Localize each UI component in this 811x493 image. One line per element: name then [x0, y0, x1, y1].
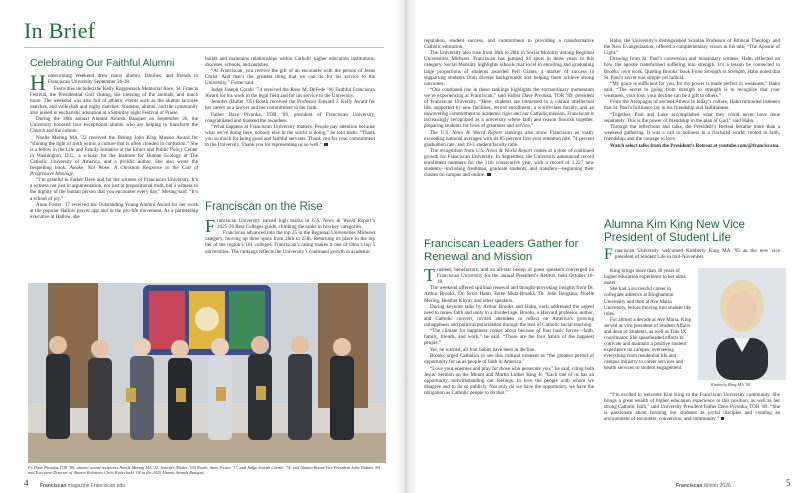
rise-paragraph: Franciscan advanced into the top 25 in the Regional Universities Midwest category, moving up three spots from 28th to 25th. Returning its place in the top tier of the region’s 161 colleges, Franciscan’s rating makes it one of Ohio’s top 5 universities. The rankings reflects the University’s continued growth in academic: [205, 230, 375, 255]
alumni-col-1: [30, 58, 198, 278]
renewal-paragraph: “My grace is sufficient for you, for my power is made perfect in weakness,” Hahn said. “The secret to going from strength to strength is to recognize that your weakness, your loss, your decline can be a gift to others.”: [604, 80, 780, 100]
renewal-paragraph: Hahn, the University’s distinguished Scanlan Professor of Biblical Theology and the New Evangelization, offered a complementary vision in his talk, “The Apostle of Light.”: [604, 38, 780, 57]
group-photo-illustration: [28, 283, 386, 463]
alumni-paragraph: Judge Joseph Corabi ’74 received the Rose M. DeFede ’66 Faithful Franciscan Award for his work in the legal field and for his service to the University.: [205, 86, 375, 99]
alumni-paragraph: Homecoming Weekend drew many alumni, families, and friends to Franciscan University September 26-28.: [30, 70, 198, 96]
group-photo: [28, 283, 386, 463]
page-number-right: 5: [786, 478, 791, 488]
left-page: [0, 0, 405, 493]
alumni-paragraph: builds and maintains relationships within Catholic higher education institutions, dioceses, schools, and parishes.: [205, 56, 375, 69]
alumni-paragraph: Jennifer (Butler ’05) Routh received the Professor Edward J. Kelly Award for her career as a lawyer and her commitment to her faith.: [205, 99, 375, 112]
photo-caption: Fr. Dave Pivonka,TOR ’89; alumni award recipients Noelle Mering MA ’22, Jennifer (Butler ’05) Routh, Anne Foster ’17, and Judge Joseph Corabi ’74; and Alumni Board Vice President John Dubois ’84 and Executive Director of Alumni Relations Chris Kmiecinski ’04 at the 2025 Alumni Awards Banquet.: [28, 465, 380, 476]
king-headline: Alumna Kim King New Vice President of Student Life: [604, 218, 745, 245]
renewal-paragraph: Yet, he warned, all four habits have been in decline.: [430, 346, 536, 353]
dropcap: T: [424, 265, 435, 285]
alumni-paragraph: “At Franciscan, you receive the gift of an encounter with the person of Jesus Christ. And that’s the greatest thing that we can do for his service to the University,” Foster said.: [205, 68, 375, 87]
alumni-paragraph: “I’m grateful to Father Dave and for the witness of Franciscan University. It’s a witness not just in argumentation, not just in propositional truth, but a witness to the dignity of the human person that you encounter every day,” Mering said. “It’s a school of joy.”: [30, 177, 198, 202]
alumni-headline: Celebrating Our Faithful Alumni: [30, 58, 175, 69]
renewal-paragraph: “Love your enemies and pray for those who persecute you,” he said, citing both Jesus’ Sermon on the Mount and Martin Luther King Jr. “Each one of us has an opportunity, notwithstanding our feelings, to love the people with whom we disagree and to do so publicly. Not only do we have the opportunity, we have the obligation as Catholic people to do that.”: [424, 365, 594, 396]
alumni-paragraph: “What happens at Franciscan University matters. People pay attention because what we’re doing here, nobody else in the world is doing,” he told them. “Thank you so much for being good and faithful servants. Thank you for your commitment to the University. Thank you for representing us so well.”: [205, 124, 375, 149]
renewal-paragraph: From the Areopagus of ancient Athens to today’s culture, Hahn reminded listeners that St. Paul’s brilliance lay in his friendship and faithfulness.: [604, 99, 780, 112]
right-page: [406, 0, 811, 493]
renewal-col-1: [424, 238, 594, 474]
footer-left: Franciscan magazine Franciscan.edu: [40, 483, 126, 489]
renewal-paragraph: Through the reflections and talks, the President’s Retreat became more than a weekend gathering. It was a call to holiness in a fractured world, rooted in faith, friendship, and the courage to love.: [604, 124, 780, 143]
alumni-paragraph: Noelle Mering MA ’22 received the Bishop John King Mussio Award for “shining the light of truth within a culture that is often clouded in confusion.” She is a fellow in the Life and Family Initiative at the Ethics and Public Policy Center in Washington, D.C., a scholar for the Institute for Human Ecology at The Catholic University of America, and a prolific author. She also wrote the bestselling book, Awake, Not Woke: A Christian Response to the Cult of Progressive Ideology.: [30, 134, 198, 178]
rise-paragraph: The U.S. News & World Report rankings also show Franciscan as vastly exceeding national averages with its 85 percent first-year retention rate, 74 percent graduation rate, and 19-1 student/faculty ratio.: [424, 129, 594, 148]
rise-col: [205, 201, 375, 283]
dropcap: H: [30, 70, 46, 96]
renewal-paragraph: Brooks urged Catholics to see this cultural moment as “the greatest period of opportunity for us as people of faith in America.”: [424, 353, 594, 366]
youtube-link[interactable]: Watch select talks from the President’s Retreat at youtube.com/@franciscanu.: [610, 142, 780, 149]
footer-right: Franciscan Winter 2026: [676, 483, 731, 489]
end-mark: [721, 417, 725, 421]
section-title: In Brief: [24, 18, 96, 43]
renewal-paragraph: “Together, Paul and Luke accomplished what they could never have done separately. This is the power of friendship in the plan of God,” said Hahn.: [604, 111, 780, 124]
rise-paragraph: The University also rose from 36th to 28th in Social Mobility among Regional Universities Midwest. Franciscan has jumped 64 spots in three years in this category. Social Mobility highlights schools that excel in enrolling and graduating large proportions of students awarded Pell Grants, a marker of success in supporting students from diverse backgrounds and helping them achieve strong outcomes.: [424, 50, 594, 87]
renewal-paragraph: Drawing from St. Paul’s conversion and missionary witness, Hahn reflected on how the apostle transformed suffering into strength. It’s a lesson he connected to Brooks’ own work. Quoting Brooks’ book From Strength to Strength, Hahn noted that St. Paul’s secret was simple yet radical.: [604, 56, 780, 81]
rise-continued-col: [424, 38, 594, 238]
kim-king-portrait: [698, 268, 786, 380]
dropcap: F: [205, 216, 216, 236]
rise-paragraph: “Our continued rise in these rankings highlights the extraordinary momentum we’re experiencing at Franciscan,” said Father Dave Pivonka, TOR ’89, president of Franciscan University. “Here, students are immersed in a vibrant intellectual life, supported by new facilities, record enrollment, a world-class faculty, and an unwavering commitment to academic rigor and our Catholic mission. Franciscan is increasingly recognized as a university where faith and reason flourish together, preparing students for lives of greatness and service.”: [424, 86, 594, 130]
alumni-paragraph: During the 36th annual Alumni Awards Banquet on September 26, the University honored four exceptional alumni who are helping to transform the Church and the culture.: [30, 116, 198, 135]
king-col: [604, 268, 692, 392]
renewal-paragraph: The weekend offered spiritual renewal and thought-provoking insights from Dr. Arthur Brooks, Dr. Scott Hahn, Estee Mutz-Brooks, Dr. John Bergsma, Noelle Mering, Heather Khym, and other speakers.: [424, 285, 594, 304]
king-col-bottom: [604, 392, 780, 474]
rise-headline: Franciscan on the Rise: [205, 201, 323, 213]
renewal-col-2: [604, 38, 780, 198]
end-mark: [487, 173, 491, 177]
rise-paragraph: Franciscan University earned high marks in U.S. News & World Report’s 2025-26 Best Colleges guide, climbing the ranks in two key categories.: [205, 216, 375, 236]
renewal-paragraph: “The climate for happiness comes about because of four basic forces—faith, family, friends, and work,” he said. “Those are the four habits of the happiest people.”: [424, 328, 594, 347]
alumni-paragraph: Anne Foster ’17 received the Outstanding Young Alumni Award for her work at the popular Hallow prayer app and in the pro-life movement. As a partnership executive at Hallow, she: [30, 201, 198, 220]
dropcap: F: [604, 248, 613, 263]
portrait-caption: Kimberly King MA ’95: [711, 382, 751, 387]
alumni-paragraph: Festivities included the Kelly Roggensack Memorial Race, St. Francis Festival, the Presidential Golf Outing, the blessing of the animals, and much more. The weekend was also full of athletic events such as the alumni lacrosse matches, and volleyball and rugby matches. Students, alumni, and the community also joined in eucharistic adoration at a Saturday night Festival of Praise.: [30, 85, 198, 116]
king-paragraph: For almost a decade at Ave Maria, King served as vice president of Student Affairs and dean of Students, as well as Title IX coordinator. She spearheaded efforts to cultivate and maintain a positive student experience on campus, overseeing everything from residential life and campus ministry to career services and health services to student engagement.: [604, 316, 692, 372]
end-mark: [324, 143, 328, 147]
title-rule: [24, 47, 384, 48]
rise-paragraph: reputation, student success, and commitment to providing a transformative Catholic education.: [424, 38, 594, 51]
king-intro: [604, 248, 780, 270]
king-paragraph: King brings more than 30 years of higher education experience to her alma mater.: [604, 268, 686, 287]
king-paragraph: “I’m excited to welcome Kim King to the Franciscan University community. She brings a great wealth of higher education experience to this position, as well as her strong Catholic faith,” said University President Father Dave Pivonka, TOR ’89. “She is passionate about forming our students as joyful disciples and creating an environment of encounter, conversion, and community.”: [604, 392, 780, 423]
king-paragraph: Franciscan University welcomed Kimberly King MA ’95 as the new vice president of Student Life in mid-November.: [604, 248, 780, 263]
renewal-paragraph: During keynote talks by Arthur Brooks and Hahn, each addressed the urgent need to renew faith and unity in a divided age. Brooks, a Harvard professor, author, and Catholic convert, invited attendees to reflect on America’s growing unhappiness and political polarization through the lens of Catholic social teaching.: [424, 303, 594, 329]
portrait-illustration: [698, 268, 786, 380]
alumni-paragraph: Father Dave Pivonka, TOR ’89, president of Franciscan University, congratulated and thanked the awardees.: [205, 111, 375, 124]
renewal-headline: Franciscan Leaders Gather for Renewal and Mission: [424, 238, 579, 263]
alumni-col-2: [205, 56, 375, 196]
king-paragraph: She had a successful career in collegiate athletics at Binghamton University and then at Ave Maria University, before moving into student life roles.: [604, 286, 691, 317]
page-number-left: 4: [24, 478, 29, 488]
rise-paragraph: The recognition from U.S. News & World Report comes at a time of continued growth for Franciscan University. In September, the University announced record enrollment numbers for the 11th consecutive year, with a record of 1,227 new students—including freshmen, graduate students, and transfers—beginning their classes on campus and online.: [424, 148, 594, 179]
renewal-paragraph: Trustees, benefactors, and an all-star lineup of guest speakers converged on Franciscan University for the annual President’s Retreat, held October 16-18.: [424, 265, 594, 286]
